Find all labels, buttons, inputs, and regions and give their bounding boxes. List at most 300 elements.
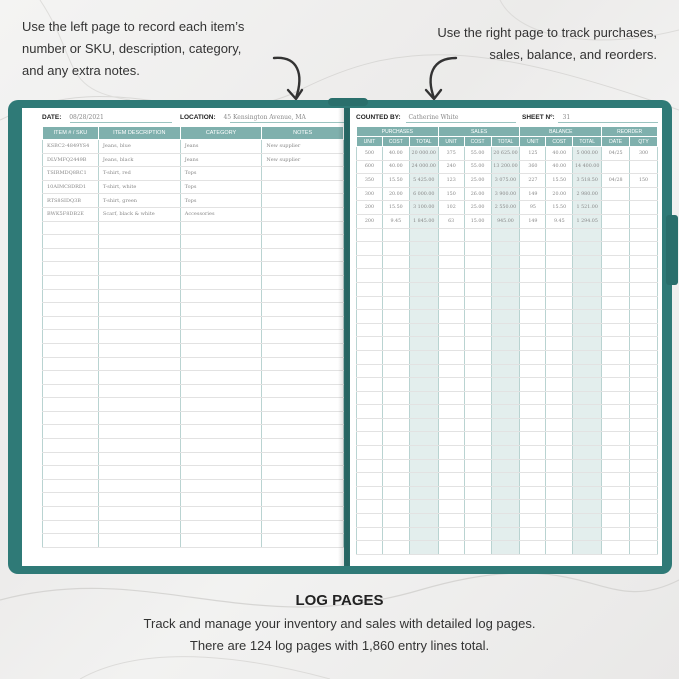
- table-cell: [357, 541, 383, 555]
- table-cell: 227: [520, 174, 546, 188]
- table-cell: [357, 405, 383, 419]
- table-cell: 1 294.05: [573, 214, 602, 228]
- table-cell: [382, 432, 409, 446]
- table-cell: [262, 507, 344, 521]
- table-row: [43, 316, 344, 330]
- table-cell: [602, 473, 630, 487]
- table-row: [357, 310, 658, 324]
- table-cell: [409, 459, 438, 473]
- table-cell: [464, 541, 491, 555]
- date-value: 08/28/2021: [69, 114, 104, 121]
- table-cell: [438, 310, 464, 324]
- table-cell: [546, 337, 573, 351]
- table-cell: [357, 418, 383, 432]
- table-cell: [573, 514, 602, 528]
- table-cell: [357, 323, 383, 337]
- table-cell: [98, 466, 180, 480]
- table-cell: [262, 371, 344, 385]
- table-cell: [357, 269, 383, 283]
- table-row: [43, 425, 344, 439]
- table-cell: [520, 459, 546, 473]
- table-cell: [438, 432, 464, 446]
- table-cell: 20.00: [546, 187, 573, 201]
- sheet-value: 31: [562, 114, 571, 121]
- table-cell: [262, 439, 344, 453]
- col-header-sku: ITEM # / SKU: [43, 127, 99, 140]
- table-cell: [43, 262, 99, 276]
- table-cell: 63: [438, 214, 464, 228]
- table-cell: [262, 466, 344, 480]
- table-cell: [438, 255, 464, 269]
- subcol-header: UNIT: [357, 137, 383, 147]
- table-cell: [409, 486, 438, 500]
- table-cell: 125: [520, 147, 546, 161]
- table-cell: T-shirt, red: [98, 167, 180, 181]
- table-cell: [546, 282, 573, 296]
- table-cell: [464, 514, 491, 528]
- table-cell: [520, 364, 546, 378]
- table-cell: [573, 459, 602, 473]
- table-cell: [98, 479, 180, 493]
- table-cell: [491, 337, 520, 351]
- table-cell: 20 000.00: [409, 147, 438, 161]
- table-cell: [602, 296, 630, 310]
- table-row: [357, 459, 658, 473]
- table-cell: [262, 303, 344, 317]
- table-cell: [520, 500, 546, 514]
- table-cell: 15.50: [546, 201, 573, 215]
- table-cell: [520, 323, 546, 337]
- table-cell: [602, 269, 630, 283]
- table-cell: [409, 391, 438, 405]
- table-cell: [491, 282, 520, 296]
- table-cell: [602, 418, 630, 432]
- table-row: [357, 187, 658, 201]
- table-cell: [43, 534, 99, 548]
- date-label: DATE:: [42, 114, 62, 121]
- table-cell: [382, 337, 409, 351]
- table-cell: [382, 323, 409, 337]
- table-cell: 55.00: [464, 147, 491, 161]
- table-cell: [630, 214, 658, 228]
- table-cell: [357, 296, 383, 310]
- table-row: [43, 507, 344, 521]
- table-cell: [491, 242, 520, 256]
- table-cell: [602, 364, 630, 378]
- table-cell: [98, 507, 180, 521]
- table-cell: Jeans: [180, 140, 262, 154]
- table-cell: 55.00: [464, 160, 491, 174]
- table-row: [357, 160, 658, 174]
- table-cell: [43, 330, 99, 344]
- table-cell: [464, 418, 491, 432]
- table-cell: [630, 242, 658, 256]
- table-cell: [180, 289, 262, 303]
- table-cell: [409, 310, 438, 324]
- table-cell: [262, 180, 344, 194]
- table-cell: [409, 405, 438, 419]
- table-cell: [573, 500, 602, 514]
- table-cell: [630, 405, 658, 419]
- table-cell: New supplier: [262, 140, 344, 154]
- table-cell: BWK5F8DB2E: [43, 207, 99, 221]
- table-cell: [262, 194, 344, 208]
- table-cell: [630, 432, 658, 446]
- table-cell: 13 200.00: [491, 160, 520, 174]
- table-cell: [491, 255, 520, 269]
- table-cell: 2 980.00: [573, 187, 602, 201]
- left-arrow-icon: [270, 52, 310, 104]
- table-cell: [602, 446, 630, 460]
- table-cell: [491, 228, 520, 242]
- table-cell: [630, 282, 658, 296]
- table-cell: [464, 473, 491, 487]
- table-cell: [382, 500, 409, 514]
- table-cell: [180, 357, 262, 371]
- table-cell: [43, 479, 99, 493]
- table-row: [43, 479, 344, 493]
- table-row: [357, 228, 658, 242]
- table-cell: [382, 242, 409, 256]
- table-row: [357, 337, 658, 351]
- table-row: [357, 201, 658, 215]
- table-row: [43, 194, 344, 208]
- table-cell: 500: [357, 147, 383, 161]
- table-cell: [438, 323, 464, 337]
- table-cell: [491, 500, 520, 514]
- table-cell: 149: [520, 214, 546, 228]
- table-cell: 40.00: [382, 147, 409, 161]
- table-cell: [262, 520, 344, 534]
- table-cell: [438, 242, 464, 256]
- table-cell: [491, 432, 520, 446]
- table-cell: [357, 527, 383, 541]
- table-cell: [98, 493, 180, 507]
- table-cell: [602, 187, 630, 201]
- table-cell: [180, 316, 262, 330]
- table-cell: [438, 473, 464, 487]
- table-cell: [180, 466, 262, 480]
- table-cell: 9.45: [382, 214, 409, 228]
- table-cell: [98, 371, 180, 385]
- table-cell: [382, 296, 409, 310]
- table-cell: [491, 527, 520, 541]
- table-cell: [464, 323, 491, 337]
- location-label: LOCATION:: [180, 114, 216, 121]
- table-cell: [409, 500, 438, 514]
- table-cell: 24 000.00: [409, 160, 438, 174]
- group-header-sales: SALES: [438, 127, 520, 137]
- table-cell: [43, 221, 99, 235]
- table-cell: [602, 378, 630, 392]
- table-cell: [262, 493, 344, 507]
- table-cell: [262, 262, 344, 276]
- table-cell: [602, 514, 630, 528]
- subcol-header: UNIT: [520, 137, 546, 147]
- table-row: [357, 323, 658, 337]
- table-cell: 25.00: [464, 174, 491, 188]
- table-cell: 2 550.00: [491, 201, 520, 215]
- table-cell: [438, 269, 464, 283]
- table-cell: [464, 296, 491, 310]
- table-cell: [546, 473, 573, 487]
- table-cell: 150: [630, 174, 658, 188]
- table-cell: [438, 391, 464, 405]
- table-cell: [357, 310, 383, 324]
- table-row: [357, 446, 658, 460]
- table-cell: [602, 214, 630, 228]
- table-cell: [98, 439, 180, 453]
- table-cell: [630, 378, 658, 392]
- table-cell: [464, 459, 491, 473]
- table-cell: 3 518.50: [573, 174, 602, 188]
- table-cell: [573, 228, 602, 242]
- table-cell: [357, 350, 383, 364]
- table-cell: [630, 269, 658, 283]
- table-cell: [98, 289, 180, 303]
- table-cell: [382, 418, 409, 432]
- table-cell: [491, 473, 520, 487]
- table-cell: [491, 323, 520, 337]
- table-cell: [491, 459, 520, 473]
- table-cell: [180, 411, 262, 425]
- table-cell: [520, 296, 546, 310]
- table-cell: [43, 303, 99, 317]
- table-row: [357, 364, 658, 378]
- table-cell: [491, 405, 520, 419]
- table-cell: [382, 391, 409, 405]
- table-cell: [573, 446, 602, 460]
- table-cell: [438, 350, 464, 364]
- table-cell: [520, 255, 546, 269]
- table-row: [43, 357, 344, 371]
- table-cell: TSIRMDQ8RC1: [43, 167, 99, 181]
- subcol-header: COST: [464, 137, 491, 147]
- table-cell: [357, 391, 383, 405]
- table-cell: RTS8SIDQ3B: [43, 194, 99, 208]
- subcol-header: COST: [546, 137, 573, 147]
- table-cell: [43, 439, 99, 453]
- table-cell: [382, 378, 409, 392]
- table-cell: [573, 432, 602, 446]
- table-cell: [357, 446, 383, 460]
- table-row: [43, 330, 344, 344]
- table-cell: [546, 350, 573, 364]
- table-cell: [357, 432, 383, 446]
- subcol-header: DATE: [602, 137, 630, 147]
- table-cell: [409, 378, 438, 392]
- table-cell: [630, 514, 658, 528]
- table-cell: [573, 323, 602, 337]
- table-cell: [409, 364, 438, 378]
- group-header-reorder: REORDER: [602, 127, 658, 137]
- table-cell: [546, 269, 573, 283]
- table-cell: [630, 296, 658, 310]
- table-cell: [262, 452, 344, 466]
- table-cell: [491, 418, 520, 432]
- table-cell: [382, 541, 409, 555]
- table-cell: [520, 310, 546, 324]
- table-cell: [438, 541, 464, 555]
- table-cell: [520, 228, 546, 242]
- table-cell: 20.00: [382, 187, 409, 201]
- table-cell: 26.00: [464, 187, 491, 201]
- table-cell: [520, 527, 546, 541]
- table-cell: [546, 432, 573, 446]
- table-cell: 5 425.00: [409, 174, 438, 188]
- table-cell: [602, 201, 630, 215]
- table-cell: 9.45: [546, 214, 573, 228]
- table-cell: [602, 541, 630, 555]
- table-row: [357, 500, 658, 514]
- table-cell: [464, 269, 491, 283]
- table-row: [357, 378, 658, 392]
- table-cell: [520, 269, 546, 283]
- table-cell: [98, 303, 180, 317]
- table-cell: [438, 418, 464, 432]
- table-cell: [409, 296, 438, 310]
- table-cell: [491, 296, 520, 310]
- table-cell: [262, 384, 344, 398]
- table-cell: [602, 459, 630, 473]
- table-cell: [382, 228, 409, 242]
- table-cell: [630, 527, 658, 541]
- table-cell: [630, 337, 658, 351]
- table-cell: 5 000.00: [573, 147, 602, 161]
- notebook: [8, 100, 672, 574]
- table-cell: [180, 262, 262, 276]
- table-cell: [262, 330, 344, 344]
- table-cell: 40.00: [546, 160, 573, 174]
- table-cell: [546, 391, 573, 405]
- table-cell: [98, 411, 180, 425]
- table-row: [357, 214, 658, 228]
- table-cell: [602, 391, 630, 405]
- table-cell: 200: [357, 214, 383, 228]
- table-row: [357, 242, 658, 256]
- table-cell: [382, 310, 409, 324]
- table-cell: [98, 262, 180, 276]
- table-cell: [573, 255, 602, 269]
- table-cell: [630, 310, 658, 324]
- table-cell: [409, 242, 438, 256]
- table-cell: [491, 364, 520, 378]
- table-cell: [464, 405, 491, 419]
- table-cell: 25.00: [464, 201, 491, 215]
- subcol-header: UNIT: [438, 137, 464, 147]
- table-cell: [180, 330, 262, 344]
- table-cell: 15.50: [382, 201, 409, 215]
- table-cell: [180, 221, 262, 235]
- table-cell: [382, 405, 409, 419]
- table-cell: [438, 527, 464, 541]
- table-cell: [630, 350, 658, 364]
- table-cell: [520, 337, 546, 351]
- table-cell: [464, 486, 491, 500]
- table-cell: [43, 289, 99, 303]
- table-cell: [438, 337, 464, 351]
- table-row: [357, 514, 658, 528]
- subcol-header: COST: [382, 137, 409, 147]
- table-cell: [438, 446, 464, 460]
- table-cell: [262, 534, 344, 548]
- table-cell: [464, 432, 491, 446]
- table-row: [357, 255, 658, 269]
- table-cell: [602, 228, 630, 242]
- table-cell: [520, 446, 546, 460]
- table-cell: [180, 248, 262, 262]
- table-cell: [520, 378, 546, 392]
- table-cell: [573, 350, 602, 364]
- table-row: [357, 350, 658, 364]
- table-cell: Jeans, black: [98, 153, 180, 167]
- table-row: [43, 493, 344, 507]
- table-cell: [602, 486, 630, 500]
- table-row: [357, 527, 658, 541]
- group-header-purchases: PURCHASES: [357, 127, 439, 137]
- table-cell: [357, 255, 383, 269]
- table-cell: [438, 282, 464, 296]
- table-cell: [491, 269, 520, 283]
- subcol-header: TOTAL: [491, 137, 520, 147]
- table-cell: [491, 391, 520, 405]
- table-cell: [630, 364, 658, 378]
- table-cell: [546, 486, 573, 500]
- table-row: [43, 452, 344, 466]
- table-row: [357, 296, 658, 310]
- left-page: [22, 108, 344, 566]
- stock-table: [356, 126, 658, 555]
- table-cell: [573, 378, 602, 392]
- table-cell: [602, 160, 630, 174]
- table-cell: [546, 378, 573, 392]
- table-cell: 40.00: [546, 147, 573, 161]
- table-cell: [180, 439, 262, 453]
- table-cell: [546, 405, 573, 419]
- table-cell: Tops: [180, 167, 262, 181]
- caption-line-1: Track and manage your inventory and sales with detailed log pages.: [143, 616, 536, 631]
- right-arrow-icon: [420, 52, 460, 104]
- table-row: [357, 473, 658, 487]
- table-row: [43, 343, 344, 357]
- table-cell: [546, 364, 573, 378]
- table-cell: [357, 228, 383, 242]
- table-cell: [409, 255, 438, 269]
- table-cell: 375: [438, 147, 464, 161]
- table-cell: [573, 405, 602, 419]
- table-cell: [409, 527, 438, 541]
- table-cell: [573, 269, 602, 283]
- table-cell: [357, 282, 383, 296]
- table-cell: [180, 398, 262, 412]
- table-cell: [630, 323, 658, 337]
- sheet-label: SHEET Nº:: [522, 114, 555, 121]
- table-cell: [357, 473, 383, 487]
- table-row: [43, 167, 344, 181]
- table-cell: [546, 255, 573, 269]
- table-row: [357, 405, 658, 419]
- table-cell: [520, 242, 546, 256]
- table-cell: [630, 418, 658, 432]
- table-cell: [630, 187, 658, 201]
- table-cell: T-shirt, green: [98, 194, 180, 208]
- table-cell: [43, 316, 99, 330]
- table-cell: [382, 269, 409, 283]
- table-cell: [357, 486, 383, 500]
- table-cell: [602, 527, 630, 541]
- table-cell: [464, 364, 491, 378]
- table-cell: 6 000.00: [409, 187, 438, 201]
